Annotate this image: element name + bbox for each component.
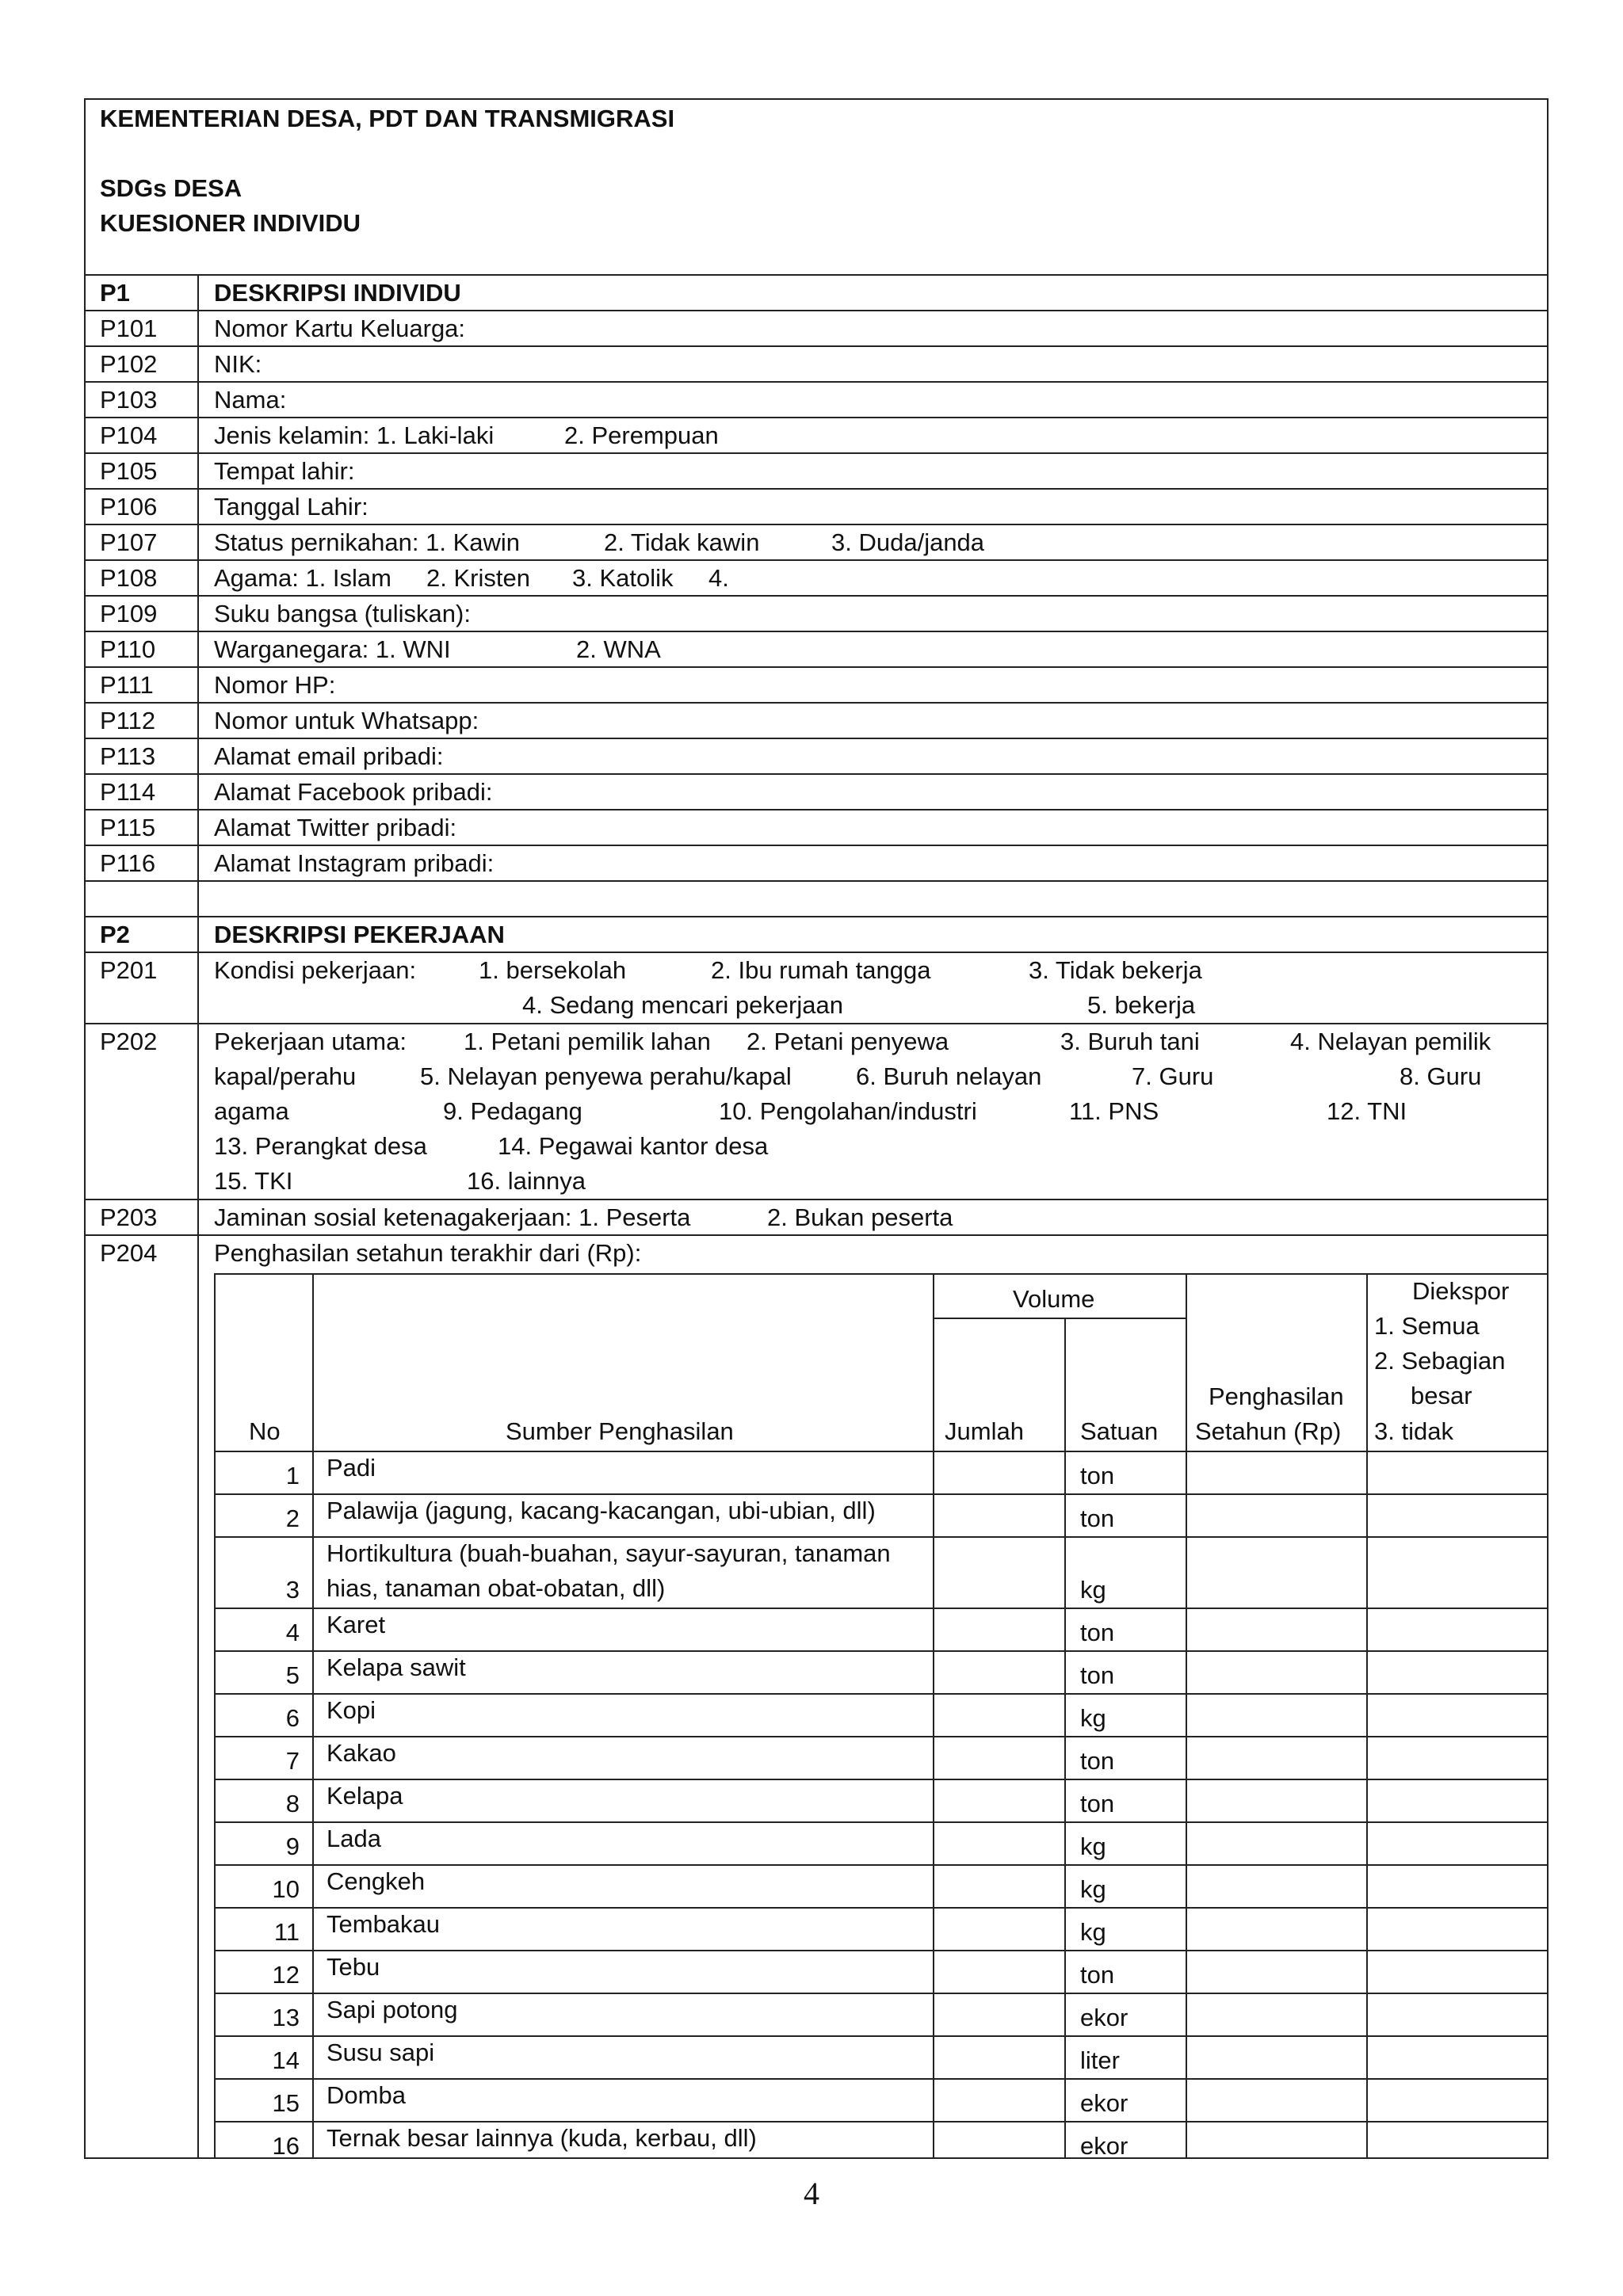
jumlah-input[interactable] — [934, 1609, 1064, 1650]
section-title: DESKRIPSI INDIVIDU — [214, 279, 461, 307]
header-source: Sumber Penghasilan — [506, 1417, 734, 1445]
question-row-p109[interactable] — [86, 597, 1547, 632]
option-12: 12. TNI — [1327, 1097, 1407, 1125]
row-number: 9 — [285, 1833, 300, 1860]
row-unit: ton — [1080, 1747, 1115, 1775]
row-source: Kakao — [327, 1739, 396, 1767]
question-code: P113 — [100, 742, 156, 770]
row-unit: ton — [1080, 1661, 1115, 1689]
section-title: DESKRIPSI PEKERJAAN — [214, 921, 505, 948]
question-row-p106[interactable] — [86, 490, 1547, 525]
jumlah-input[interactable] — [934, 1652, 1064, 1693]
ministry-title: KEMENTERIAN DESA, PDT DAN TRANSMIGRASI — [100, 105, 675, 132]
export-input[interactable] — [1368, 1737, 1547, 1779]
row-number: 15 — [272, 2089, 300, 2117]
question-row-p202[interactable] — [86, 1024, 1547, 1200]
row-unit: ton — [1080, 1619, 1115, 1646]
question-row-p204 — [86, 1236, 1547, 1273]
question-row-p107[interactable] — [86, 525, 1547, 561]
income-input[interactable] — [1187, 1909, 1366, 1950]
question-code: P112 — [100, 707, 156, 734]
jumlah-input[interactable] — [934, 2037, 1064, 2078]
income-input[interactable] — [1187, 2122, 1366, 2164]
question-row-p112[interactable] — [86, 704, 1547, 739]
row-unit: ton — [1080, 1462, 1115, 1489]
row-unit: ekor — [1080, 2004, 1128, 2031]
income-input[interactable] — [1187, 1951, 1366, 1993]
jumlah-input[interactable] — [934, 1823, 1064, 1864]
question-label: Warganegara: 1. WNI — [214, 635, 451, 663]
income-input[interactable] — [1187, 1452, 1366, 1493]
row-unit: kg — [1080, 1918, 1106, 1946]
question-code: P203 — [100, 1203, 158, 1231]
form-header — [86, 100, 1547, 276]
option-5: 5. bekerja — [1087, 991, 1196, 1019]
questionnaire-frame — [84, 98, 1549, 2159]
question-code: P201 — [100, 956, 158, 984]
option-9: 9. Pedagang — [443, 1097, 582, 1125]
row-unit: ton — [1080, 1505, 1115, 1532]
row-source: Tembakau — [327, 1910, 441, 1938]
question-label: Kondisi pekerjaan: — [214, 956, 417, 984]
question-label: Penghasilan setahun terakhir dari (Rp): — [214, 1239, 642, 1267]
export-input[interactable] — [1368, 1866, 1547, 1907]
row-number: 5 — [285, 1661, 300, 1689]
row-number: 10 — [272, 1875, 300, 1903]
question-code: P111 — [100, 671, 154, 699]
jumlah-input[interactable] — [934, 1495, 1064, 1536]
option-2: 2. Tidak kawin — [604, 528, 760, 556]
export-option-2: 2. Sebagian — [1374, 1347, 1506, 1375]
jumlah-input[interactable] — [934, 1737, 1064, 1779]
row-number: 14 — [272, 2046, 300, 2074]
export-input[interactable] — [1368, 1823, 1547, 1864]
row-source: Kopi — [327, 1696, 376, 1724]
question-label: Alamat Facebook pribadi: — [214, 778, 493, 806]
question-code: P102 — [100, 350, 158, 378]
question-label: Status pernikahan: 1. Kawin — [214, 528, 521, 556]
row-source: Tebu — [327, 1953, 380, 1981]
header-export: Diekspor — [1412, 1277, 1510, 1305]
page-number: 4 — [804, 2176, 819, 2211]
export-option-2-cont: besar — [1411, 1382, 1472, 1409]
income-input[interactable] — [1187, 1695, 1366, 1736]
question-label: Agama: 1. Islam — [214, 564, 391, 592]
row-source: Padi — [327, 1454, 376, 1482]
income-input[interactable] — [1187, 1866, 1366, 1907]
question-row-p102[interactable] — [86, 347, 1547, 383]
option-1: 1. Petani pemilik lahan — [464, 1028, 711, 1055]
question-row-p111[interactable] — [86, 668, 1547, 704]
row-number: 16 — [272, 2132, 300, 2160]
row-unit: kg — [1080, 1875, 1106, 1903]
program-title: SDGs DESA — [100, 174, 242, 202]
question-label: Tanggal Lahir: — [214, 493, 369, 521]
questionnaire-title: KUESIONER INDIVIDU — [100, 209, 361, 237]
row-number: 13 — [272, 2004, 300, 2031]
export-input[interactable] — [1368, 1951, 1547, 1993]
question-row-p108[interactable] — [86, 561, 1547, 597]
row-unit: ton — [1080, 1961, 1115, 1989]
row-number: 1 — [285, 1462, 300, 1489]
option-3: 3. Katolik — [572, 564, 674, 592]
export-input[interactable] — [1368, 2037, 1547, 2078]
row-unit: kg — [1080, 1576, 1106, 1604]
option-8: 8. Guru — [1400, 1062, 1482, 1090]
income-table — [214, 1273, 1549, 2159]
row-number: 8 — [285, 1790, 300, 1817]
export-input[interactable] — [1368, 2080, 1547, 2121]
question-row-p105[interactable] — [86, 454, 1547, 490]
question-code: P109 — [100, 600, 158, 627]
volume-underline — [933, 1318, 1187, 1319]
row-number: 4 — [285, 1619, 300, 1646]
question-row-p113[interactable] — [86, 739, 1547, 775]
row-unit: ton — [1080, 1790, 1115, 1817]
blank-spacer-row — [86, 882, 1547, 917]
jumlah-input[interactable] — [934, 1452, 1064, 1493]
question-label: Alamat email pribadi: — [214, 742, 444, 770]
header-satuan: Satuan — [1080, 1417, 1159, 1445]
question-row-p114[interactable] — [86, 775, 1547, 810]
question-code: P115 — [100, 814, 156, 841]
question-row-p104[interactable] — [86, 418, 1547, 454]
export-input[interactable] — [1368, 1609, 1547, 1650]
income-input[interactable] — [1187, 1737, 1366, 1779]
question-row-p201[interactable] — [86, 953, 1547, 1024]
question-label: Alamat Twitter pribadi: — [214, 814, 457, 841]
row-source: Palawija (jagung, kacang-kacangan, ubi-ubian, dll) — [327, 1497, 876, 1524]
row-number: 12 — [272, 1961, 300, 1989]
income-input[interactable] — [1187, 1652, 1366, 1693]
row-number: 7 — [285, 1747, 300, 1775]
section-code: P1 — [100, 279, 130, 307]
option-4-cont: kapal/perahu — [214, 1062, 357, 1090]
question-label: Nomor untuk Whatsapp: — [214, 707, 479, 734]
row-source: Lada — [327, 1825, 381, 1852]
option-2: 2. Petani penyewa — [747, 1028, 949, 1055]
option-4: 4. Sedang mencari pekerjaan — [522, 991, 843, 1019]
row-number: 2 — [285, 1505, 300, 1532]
question-label: Alamat Instagram pribadi: — [214, 849, 495, 877]
row-unit: ekor — [1080, 2089, 1128, 2117]
row-unit: ekor — [1080, 2132, 1128, 2160]
option-3: 3. Tidak bekerja — [1029, 956, 1202, 984]
question-code: P106 — [100, 493, 158, 521]
question-label: Nomor Kartu Keluarga: — [214, 315, 466, 342]
row-number: 11 — [273, 1918, 300, 1946]
option-2: 2. Perempuan — [564, 421, 719, 449]
jumlah-input[interactable] — [934, 1909, 1064, 1950]
income-input[interactable] — [1187, 1495, 1366, 1536]
income-input[interactable] — [1187, 1994, 1366, 2035]
question-code: P204 — [100, 1239, 158, 1267]
row-source: Kelapa sawit — [327, 1653, 466, 1681]
option-6: 6. Buruh nelayan — [856, 1062, 1042, 1090]
export-input[interactable] — [1368, 2122, 1547, 2164]
question-label: Tempat lahir: — [214, 457, 355, 485]
question-code: P114 — [100, 778, 156, 806]
option-2: 2. WNA — [576, 635, 661, 663]
option-10: 10. Pengolahan/industri — [719, 1097, 977, 1125]
option-2: 2. Bukan peserta — [767, 1203, 953, 1231]
row-unit: kg — [1080, 1833, 1106, 1860]
option-2: 2. Ibu rumah tangga — [711, 956, 931, 984]
option-4: 4. — [708, 564, 729, 592]
question-code: P202 — [100, 1028, 158, 1055]
question-row-p110[interactable] — [86, 632, 1547, 668]
question-code: P107 — [100, 528, 158, 556]
section-p2-header — [86, 917, 1547, 953]
row-source: Susu sapi — [327, 2039, 435, 2066]
export-input[interactable] — [1368, 1538, 1547, 1608]
question-code: P116 — [100, 849, 156, 877]
col-divider — [312, 1275, 314, 2159]
question-label: Jenis kelamin: 1. Laki-laki — [214, 421, 495, 449]
section-p1-header — [86, 276, 1547, 311]
option-15: 15. TKI — [214, 1167, 293, 1195]
question-label: Nama: — [214, 386, 287, 414]
question-code: P104 — [100, 421, 158, 449]
option-13: 13. Perangkat desa — [214, 1132, 427, 1160]
option-14: 14. Pegawai kantor desa — [498, 1132, 769, 1160]
header-income-period: Setahun (Rp) — [1195, 1417, 1342, 1445]
income-input[interactable] — [1187, 2037, 1366, 2078]
option-3: 3. Duda/janda — [831, 528, 985, 556]
row-number: 3 — [285, 1576, 300, 1604]
export-input[interactable] — [1368, 1452, 1547, 1493]
option-5: 5. Nelayan penyewa perahu/kapal — [420, 1062, 792, 1090]
row-source: Cengkeh — [327, 1867, 426, 1895]
question-code: P101 — [100, 315, 158, 342]
export-option-1: 1. Semua — [1374, 1312, 1480, 1340]
question-row-p115[interactable] — [86, 810, 1547, 846]
jumlah-input[interactable] — [934, 1951, 1064, 1993]
row-source: Karet — [327, 1611, 386, 1638]
option-7: 7. Guru — [1132, 1062, 1214, 1090]
jumlah-input[interactable] — [934, 1994, 1064, 2035]
header-no: No — [249, 1417, 281, 1445]
export-input[interactable] — [1368, 1994, 1547, 2035]
question-label: Nomor HP: — [214, 671, 336, 699]
option-2: 2. Kristen — [426, 564, 530, 592]
income-input[interactable] — [1187, 1609, 1366, 1650]
question-code: P103 — [100, 386, 158, 414]
jumlah-input[interactable] — [934, 1780, 1064, 1821]
col-divider — [1064, 1318, 1066, 2159]
export-option-3: 3. tidak — [1374, 1417, 1453, 1445]
income-input[interactable] — [1187, 2080, 1366, 2121]
row-source: Ternak besar lainnya (kuda, kerbau, dll) — [327, 2124, 757, 2152]
question-label: NIK: — [214, 350, 262, 378]
option-11: 11. PNS — [1069, 1097, 1159, 1125]
question-code: P108 — [100, 564, 158, 592]
question-code: P105 — [100, 457, 158, 485]
question-row-p101[interactable] — [86, 311, 1547, 347]
row-source-cont: hias, tanaman obat-obatan, dll) — [327, 1574, 666, 1602]
export-input[interactable] — [1368, 1780, 1547, 1821]
option-3: 3. Buruh tani — [1060, 1028, 1200, 1055]
question-row-p103[interactable] — [86, 383, 1547, 418]
row-source: Hortikultura (buah-buahan, sayur-sayuran, tanaman — [327, 1539, 891, 1567]
row-source: Kelapa — [327, 1782, 403, 1810]
row-source: Domba — [327, 2081, 406, 2109]
export-input[interactable] — [1368, 1695, 1547, 1736]
section-code: P2 — [100, 921, 130, 948]
income-input[interactable] — [1187, 1823, 1366, 1864]
income-input[interactable] — [1187, 1538, 1366, 1608]
jumlah-input[interactable] — [934, 2080, 1064, 2121]
question-row-p116[interactable] — [86, 846, 1547, 882]
export-input[interactable] — [1368, 1495, 1547, 1536]
option-1: 1. bersekolah — [479, 956, 627, 984]
row-unit: liter — [1080, 2046, 1120, 2074]
header-income: Penghasilan — [1209, 1383, 1344, 1410]
jumlah-input[interactable] — [934, 1538, 1064, 1608]
header-jumlah: Jumlah — [945, 1417, 1024, 1445]
export-input[interactable] — [1368, 1652, 1547, 1693]
option-4: 4. Nelayan pemilik — [1290, 1028, 1491, 1055]
row-number: 6 — [285, 1704, 300, 1732]
option-16: 16. lainnya — [467, 1167, 586, 1195]
question-label: Jaminan sosial ketenagakerjaan: 1. Peserta — [214, 1203, 691, 1231]
option-8-cont: agama — [214, 1097, 289, 1125]
jumlah-input[interactable] — [934, 1866, 1064, 1907]
question-code: P110 — [100, 635, 156, 663]
header-volume: Volume — [1013, 1285, 1095, 1313]
jumlah-input[interactable] — [934, 2122, 1064, 2164]
jumlah-input[interactable] — [934, 1695, 1064, 1736]
row-source: Sapi potong — [327, 1996, 458, 2023]
question-label: Suku bangsa (tuliskan): — [214, 600, 471, 627]
question-row-p203[interactable] — [86, 1200, 1547, 1236]
row-unit: kg — [1080, 1704, 1106, 1732]
export-input[interactable] — [1368, 1909, 1547, 1950]
question-label: Pekerjaan utama: — [214, 1028, 407, 1055]
income-input[interactable] — [1187, 1780, 1366, 1821]
